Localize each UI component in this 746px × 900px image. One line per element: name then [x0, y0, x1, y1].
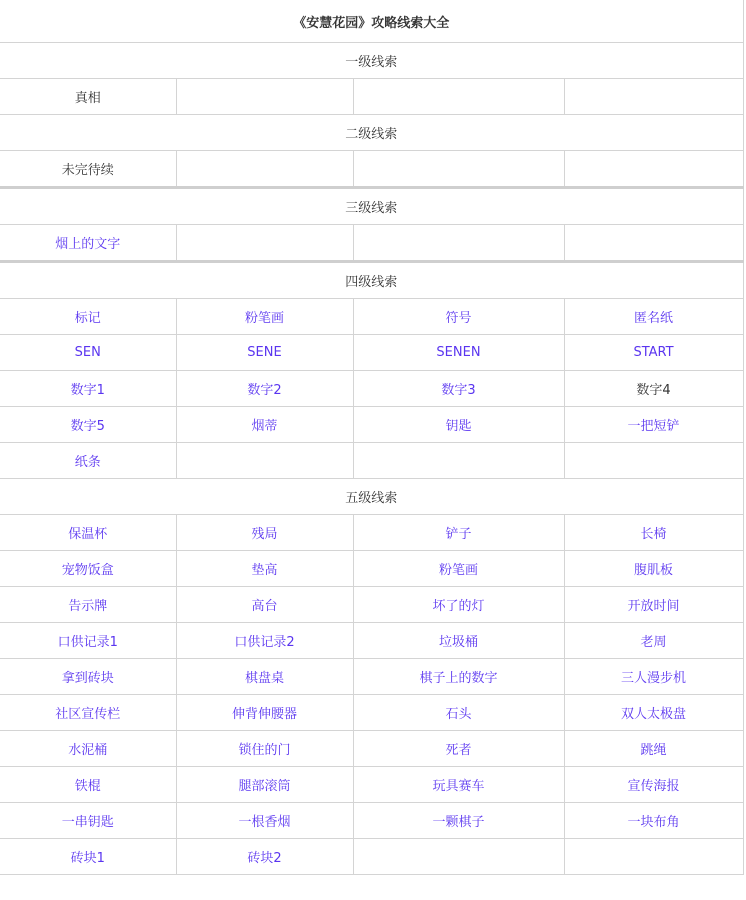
- table-cell: [564, 79, 743, 115]
- clue-link[interactable]: 跳绳: [640, 743, 667, 758]
- clue-link[interactable]: 一块布角: [627, 815, 680, 830]
- clue-link[interactable]: 高台: [251, 599, 278, 614]
- table-cell: [176, 803, 353, 839]
- table-cell: [564, 767, 743, 803]
- table-cell: [176, 839, 353, 875]
- table-cell: [353, 299, 564, 335]
- table-cell: [176, 79, 353, 115]
- clue-link[interactable]: 双人太极盘: [621, 707, 687, 722]
- table-row: [0, 299, 743, 335]
- section-heading: 一级线索: [0, 43, 743, 79]
- table-cell: [353, 151, 564, 188]
- table-cell: [176, 443, 353, 479]
- section-header-row: [0, 479, 743, 515]
- table-cell: [564, 407, 743, 443]
- clue-link[interactable]: 口供记录2: [234, 635, 295, 650]
- clue-link[interactable]: 宣传海报: [627, 779, 680, 794]
- section-heading: 五级线索: [0, 479, 743, 515]
- table-cell: [176, 767, 353, 803]
- clue-link[interactable]: 纸条: [74, 455, 101, 470]
- clue-link[interactable]: 残局: [251, 527, 278, 542]
- table-cell: [0, 659, 176, 695]
- clue-link[interactable]: 砖块2: [247, 851, 282, 866]
- table-cell: [353, 731, 564, 767]
- table-cell: [176, 551, 353, 587]
- table-cell: [0, 299, 176, 335]
- table-row: [0, 623, 743, 659]
- clue-link[interactable]: SENE: [247, 345, 282, 360]
- clue-link[interactable]: 粉笔画: [244, 311, 284, 326]
- table-cell: [353, 839, 564, 875]
- clue-link[interactable]: 锁住的门: [238, 743, 291, 758]
- clue-link[interactable]: 砖块1: [70, 851, 105, 866]
- table-cell: [0, 587, 176, 623]
- table-cell: [0, 443, 176, 479]
- table-cell: [564, 695, 743, 731]
- table-cell: [0, 839, 176, 875]
- table-row: [0, 151, 743, 188]
- section-header-row: [0, 43, 743, 79]
- table-row: [0, 407, 743, 443]
- clue-link[interactable]: 粉笔画: [438, 563, 478, 578]
- table-cell: [0, 407, 176, 443]
- clue-link[interactable]: 符号: [445, 311, 472, 326]
- table-cell: [176, 731, 353, 767]
- table-cell: [564, 731, 743, 767]
- table-cell: [564, 299, 743, 335]
- table-cell: [176, 299, 353, 335]
- clue-link[interactable]: 保温杯: [68, 527, 108, 542]
- clue-link[interactable]: 拿到砖块: [61, 671, 114, 686]
- clue-link[interactable]: 垃圾桶: [438, 635, 478, 650]
- table-cell: [564, 839, 743, 875]
- table-row: [0, 225, 743, 262]
- table-cell: [564, 659, 743, 695]
- table-row: [0, 695, 743, 731]
- table-cell: [564, 335, 743, 371]
- clue-link[interactable]: 棋盘桌: [244, 671, 284, 686]
- table-cell: [353, 587, 564, 623]
- clue-link[interactable]: 一根香烟: [238, 815, 291, 830]
- table-cell: [353, 623, 564, 659]
- clue-link[interactable]: 烟上的文字: [55, 237, 121, 252]
- table-row: [0, 371, 743, 407]
- clue-link[interactable]: 口供记录1: [57, 635, 118, 650]
- table-cell: [0, 803, 176, 839]
- clue-link[interactable]: SENEN: [436, 345, 481, 360]
- clue-link[interactable]: 石头: [445, 707, 472, 722]
- table-cell: [0, 515, 176, 551]
- table-cell: [176, 335, 353, 371]
- table-cell: [353, 767, 564, 803]
- clue-link[interactable]: 三人漫步机: [621, 671, 687, 686]
- table-row: [0, 839, 743, 875]
- table-cell: [353, 443, 564, 479]
- table-row: [0, 443, 743, 479]
- table-cell: [0, 79, 176, 115]
- table-cell: [0, 225, 176, 262]
- clue-link[interactable]: 钥匙: [445, 419, 472, 434]
- section-heading: 二级线索: [0, 115, 743, 151]
- clue-link[interactable]: 数字1: [70, 383, 105, 398]
- title-row: [0, 0, 743, 43]
- table-cell: [564, 151, 743, 188]
- table-cell: [0, 695, 176, 731]
- table-cell: [564, 587, 743, 623]
- clue-link[interactable]: 铲子: [445, 527, 472, 542]
- section-header-row: [0, 115, 743, 151]
- table-cell: [564, 515, 743, 551]
- table-row: [0, 551, 743, 587]
- table-cell: [0, 767, 176, 803]
- section-heading: 四级线索: [0, 262, 743, 299]
- table-cell: [0, 623, 176, 659]
- clue-link[interactable]: 一串钥匙: [61, 815, 114, 830]
- table-cell: [0, 731, 176, 767]
- table-cell: [353, 79, 564, 115]
- table-cell: [353, 335, 564, 371]
- table-cell: [564, 623, 743, 659]
- table-cell: [353, 659, 564, 695]
- table-cell: [564, 551, 743, 587]
- clue-link[interactable]: 社区宣传栏: [55, 707, 121, 722]
- table-cell: [353, 515, 564, 551]
- clue-link[interactable]: 一颗棋子: [432, 815, 485, 830]
- table-cell: [176, 151, 353, 188]
- table-row: [0, 79, 743, 115]
- clue-link[interactable]: 告示牌: [68, 599, 108, 614]
- clue-link[interactable]: START: [633, 345, 674, 360]
- table-cell: [353, 803, 564, 839]
- clue-link[interactable]: 死者: [445, 743, 472, 758]
- table-row: [0, 335, 743, 371]
- clue-link[interactable]: 坏了的灯: [432, 599, 485, 614]
- section-header-row: [0, 188, 743, 225]
- clue-link[interactable]: 烟蒂: [251, 419, 278, 434]
- table-cell: [176, 695, 353, 731]
- table-row: [0, 659, 743, 695]
- clue-link[interactable]: 铁棍: [74, 779, 101, 794]
- table-cell: [353, 695, 564, 731]
- clue-link[interactable]: 长椅: [640, 527, 667, 542]
- clue-link[interactable]: 玩具赛车: [432, 779, 485, 794]
- table-cell: [353, 551, 564, 587]
- clue-link[interactable]: 开放时间: [627, 599, 680, 614]
- clue-link[interactable]: 伸背伸腰器: [231, 707, 297, 722]
- table-cell: [564, 803, 743, 839]
- table-row: [0, 515, 743, 551]
- table-cell: [564, 225, 743, 262]
- clue-link[interactable]: 一把短铲: [627, 419, 680, 434]
- table-row: [0, 587, 743, 623]
- section-header-row: [0, 262, 743, 299]
- clue-link[interactable]: 老周: [640, 635, 667, 650]
- clue-link[interactable]: 数字5: [70, 419, 105, 434]
- table-cell: [353, 225, 564, 262]
- clue-text: 数字4: [636, 383, 671, 398]
- table-cell: [564, 371, 743, 407]
- table-cell: [176, 371, 353, 407]
- table-cell: [0, 151, 176, 188]
- clue-link[interactable]: 垫高: [251, 563, 278, 578]
- table-cell: [176, 587, 353, 623]
- table-cell: [0, 551, 176, 587]
- clue-link[interactable]: 腹肌板: [634, 563, 674, 578]
- table-cell: [176, 407, 353, 443]
- clue-link[interactable]: 水泥桶: [68, 743, 108, 758]
- table-cell: [353, 407, 564, 443]
- table-cell: [176, 623, 353, 659]
- clue-link[interactable]: 数字3: [441, 383, 476, 398]
- table-cell: [176, 225, 353, 262]
- clue-link[interactable]: 数字2: [247, 383, 282, 398]
- page-title: 《安慧花园》攻略线索大全: [0, 0, 743, 43]
- clue-text: 未完待续: [61, 163, 114, 178]
- clue-link[interactable]: 腿部滚筒: [238, 779, 291, 794]
- clue-link[interactable]: SEN: [74, 345, 101, 360]
- table-cell: [564, 443, 743, 479]
- section-heading: 三级线索: [0, 188, 743, 225]
- table-cell: [353, 371, 564, 407]
- clue-link[interactable]: 匿名纸: [634, 311, 674, 326]
- table-cell: [176, 659, 353, 695]
- table-row: [0, 767, 743, 803]
- clue-link[interactable]: 宠物饭盒: [61, 563, 114, 578]
- clue-link[interactable]: 标记: [74, 311, 101, 326]
- table-cell: [176, 515, 353, 551]
- clue-link[interactable]: 棋子上的数字: [419, 671, 498, 686]
- table-row: [0, 803, 743, 839]
- table-row: [0, 731, 743, 767]
- table-cell: [0, 371, 176, 407]
- clue-text: 真相: [74, 91, 101, 106]
- table-cell: [0, 335, 176, 371]
